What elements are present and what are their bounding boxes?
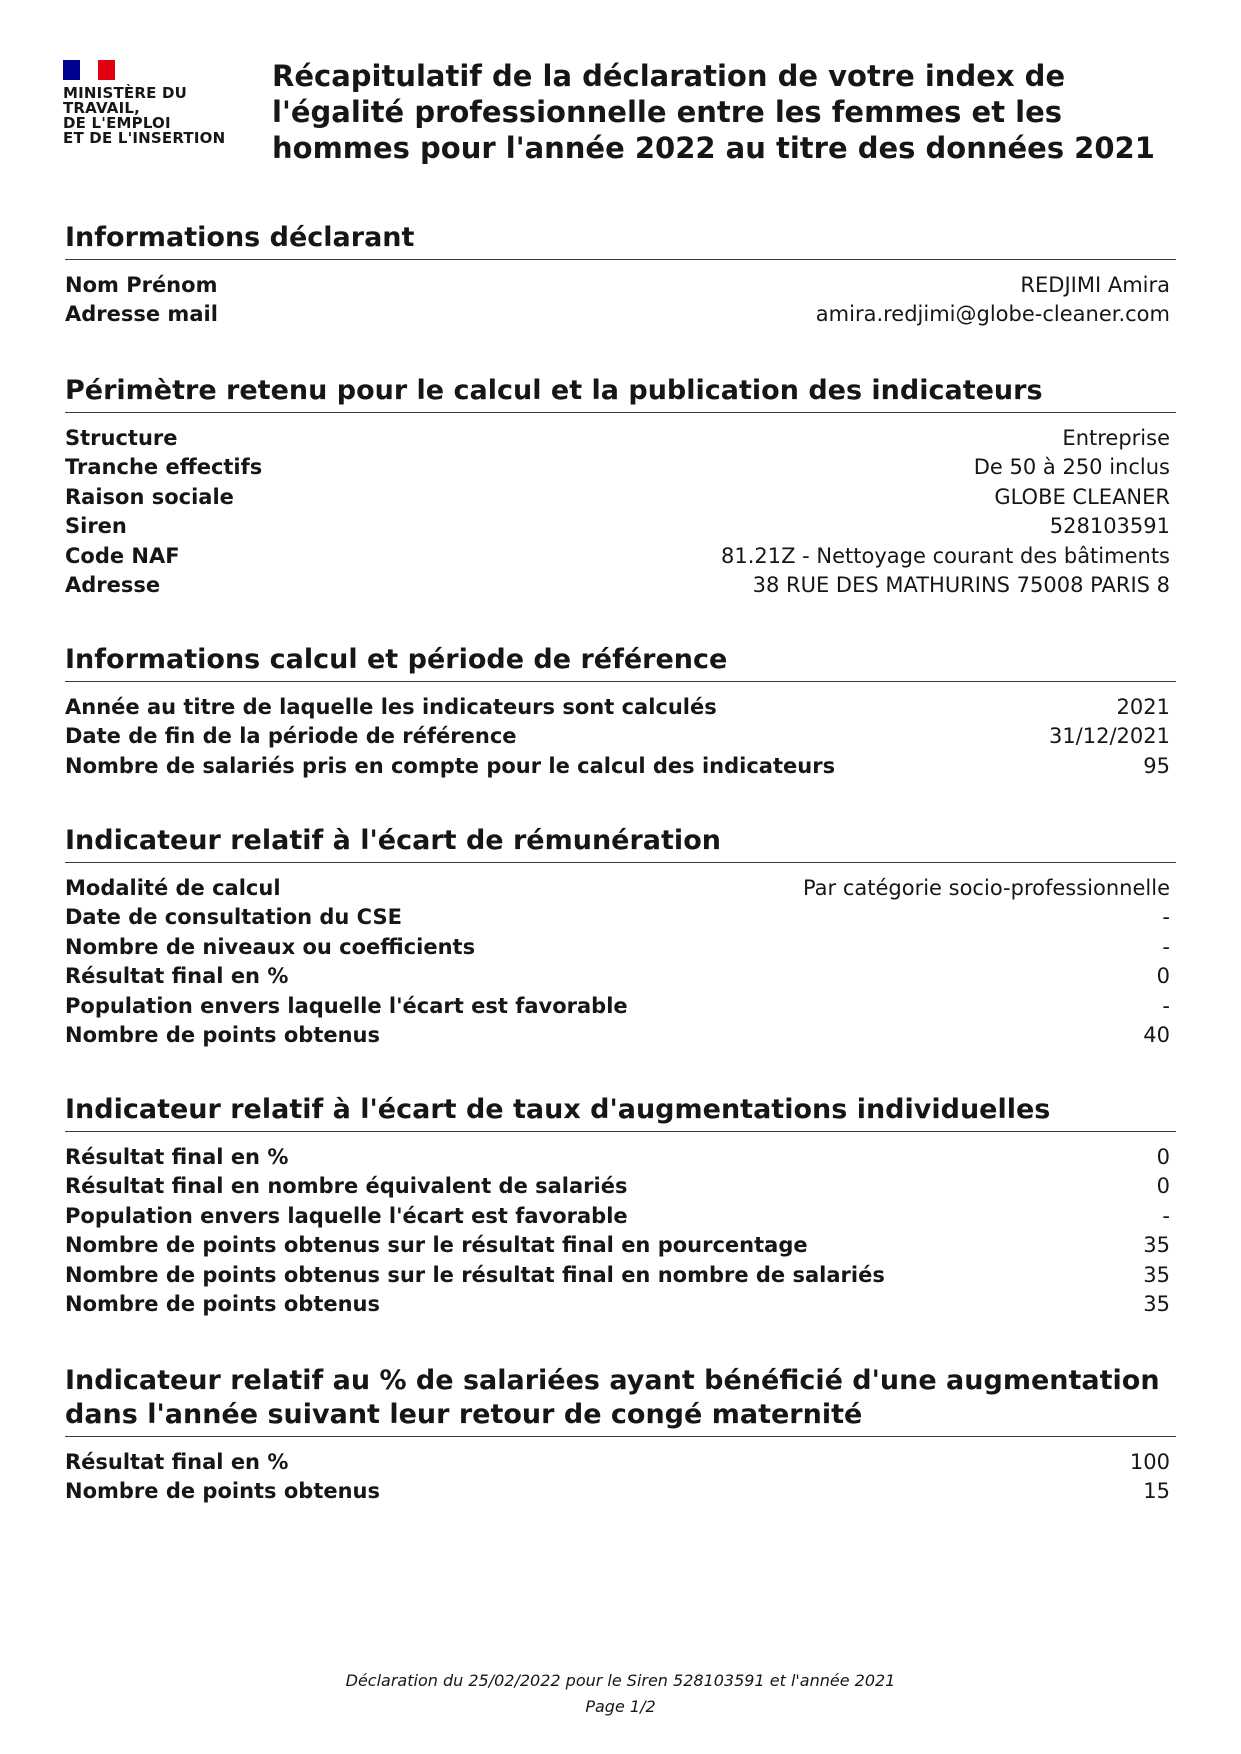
info-row (65, 1021, 1176, 1051)
info-row (65, 1447, 1176, 1477)
ministry-name-line: MINISTÈRE DU (63, 84, 187, 102)
row-value: 100 (1129, 1449, 1170, 1474)
row-label: Raison sociale (65, 484, 234, 509)
info-row (65, 300, 1176, 330)
ministry-logo (63, 60, 243, 146)
row-label: Modalité de calcul (65, 875, 281, 900)
row-label: Tranche effectifs (65, 455, 263, 480)
ministry-name-line: ET DE L'INSERTION (63, 129, 226, 147)
row-value: - (1162, 1203, 1170, 1228)
info-row (65, 1142, 1176, 1172)
row-value: - (1162, 993, 1170, 1018)
row-value: 81.21Z - Nettoyage courant des bâtiments (720, 543, 1170, 568)
document-title: Récapitulatif de la déclaration de votre index de l'égalité professionnelle entre les femmes et les hommes pour l'année 2022 au titre des données 2021 (272, 59, 1155, 165)
section-title: Indicateur relatif au % de salariées ayant bénéficié d'une augmentation dans l'année suivant leur retour de congé maternité (65, 1364, 1176, 1437)
info-row (65, 1290, 1176, 1320)
info-row (65, 270, 1176, 300)
row-value: 31/12/2021 (1048, 724, 1170, 749)
row-label: Année au titre de laquelle les indicateurs sont calculés (65, 694, 717, 719)
row-label: Nombre de salariés pris en compte pour le calcul des indicateurs (65, 753, 836, 778)
ministry-name-line: DE L'EMPLOI (63, 114, 171, 132)
info-row (65, 962, 1176, 992)
row-value: - (1162, 934, 1170, 959)
row-value: 35 (1143, 1262, 1170, 1287)
section-title: Informations calcul et période de référence (65, 643, 1176, 682)
row-value: 0 (1156, 1144, 1170, 1169)
row-label: Nombre de niveaux ou coefficients (65, 934, 476, 959)
row-label: Nombre de points obtenus sur le résultat final en nombre de salariés (65, 1262, 885, 1287)
section-title: Indicateur relatif à l'écart de taux d'augmentations individuelles (65, 1093, 1176, 1132)
row-value: 0 (1156, 964, 1170, 989)
row-value: - (1162, 905, 1170, 930)
info-row (65, 1172, 1176, 1202)
section-ecart-remuneration (65, 824, 1176, 1050)
row-label: Résultat final en % (65, 1449, 289, 1474)
row-value: 35 (1143, 1233, 1170, 1258)
row-value: amira.redjimi@globe-cleaner.com (815, 302, 1170, 327)
row-value: 35 (1143, 1292, 1170, 1317)
info-row (65, 541, 1176, 571)
footer-page-number: Page 1/2 (585, 1697, 656, 1716)
info-row (65, 1201, 1176, 1231)
row-value: 2021 (1116, 694, 1170, 719)
row-label: Population envers laquelle l'écart est favorable (65, 1203, 628, 1228)
section-calcul-periode (65, 643, 1176, 781)
row-label: Population envers laquelle l'écart est favorable (65, 993, 628, 1018)
row-label: Nombre de points obtenus (65, 1479, 381, 1504)
row-label: Résultat final en % (65, 964, 289, 989)
section-perimetre (65, 374, 1176, 600)
info-row (65, 932, 1176, 962)
row-value: REDJIMI Amira (1020, 272, 1170, 297)
info-row (65, 423, 1176, 453)
info-row (65, 453, 1176, 483)
row-value: 95 (1143, 753, 1170, 778)
row-label: Code NAF (65, 543, 180, 568)
page-footer (0, 1668, 1241, 1720)
row-value: 38 RUE DES MATHURINS 75008 PARIS 8 (752, 573, 1170, 598)
section-title: Indicateur relatif à l'écart de rémunération (65, 824, 1176, 863)
info-row (65, 991, 1176, 1021)
ministry-name-line: TRAVAIL, (63, 99, 141, 117)
row-label: Adresse mail (65, 302, 218, 327)
info-row (65, 571, 1176, 601)
section-taux-augmentations (65, 1093, 1176, 1319)
section-informations-declarant (65, 221, 1176, 329)
row-value: 0 (1156, 1174, 1170, 1199)
info-row (65, 1231, 1176, 1261)
section-title: Périmètre retenu pour le calcul et la publication des indicateurs (65, 374, 1176, 413)
row-label: Date de consultation du CSE (65, 905, 402, 930)
info-row (65, 692, 1176, 722)
info-row (65, 751, 1176, 781)
row-value: Par catégorie socio-professionnelle (802, 875, 1170, 900)
row-label: Nom Prénom (65, 272, 218, 297)
footer-declaration: Déclaration du 25/02/2022 pour le Siren 528103591 et l'année 2021 (345, 1671, 896, 1690)
section-conge-maternite (65, 1364, 1176, 1506)
row-value: GLOBE CLEANER (994, 484, 1170, 509)
row-value: 528103591 (1049, 514, 1170, 539)
row-value: De 50 à 250 inclus (973, 455, 1170, 480)
row-label: Nombre de points obtenus sur le résultat final en pourcentage (65, 1233, 808, 1258)
row-label: Date de fin de la période de référence (65, 724, 517, 749)
info-row (65, 512, 1176, 542)
info-row (65, 873, 1176, 903)
french-flag-icon (63, 60, 115, 80)
info-row (65, 903, 1176, 933)
row-value: 40 (1143, 1023, 1170, 1048)
section-title: Informations déclarant (65, 221, 1176, 260)
row-label: Nombre de points obtenus (65, 1023, 381, 1048)
row-label: Résultat final en % (65, 1144, 289, 1169)
info-row (65, 1477, 1176, 1507)
row-label: Structure (65, 425, 178, 450)
row-label: Adresse (65, 573, 161, 598)
row-label: Résultat final en nombre équivalent de salariés (65, 1174, 628, 1199)
row-value: Entreprise (1062, 425, 1170, 450)
info-row (65, 722, 1176, 752)
row-label: Siren (65, 514, 127, 539)
info-row (65, 1260, 1176, 1290)
row-value: 15 (1143, 1479, 1170, 1504)
info-row (65, 482, 1176, 512)
row-label: Nombre de points obtenus (65, 1292, 381, 1317)
